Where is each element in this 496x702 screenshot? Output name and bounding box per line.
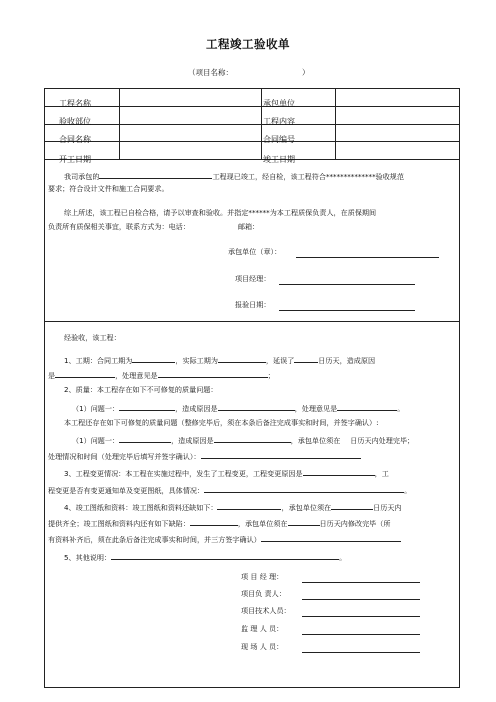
declaration-line-3: 综上所述，该工程已自检合格，请予以审查和验收。并指定******为本工程质保负责人，在质保期间 (64, 208, 377, 217)
info-label-work-content: 工程内容 (263, 117, 295, 126)
sign-site-staff-label: 现 场 人 员： (241, 642, 284, 651)
acceptance-intro: 经验收，该工程： (64, 333, 121, 342)
sign-project-lead-label: 项目负 责人： (241, 589, 286, 598)
sign-tech-staff-line[interactable] (302, 616, 420, 617)
item4-line1: 4、竣工图纸和资料：竣工图纸和资料还缺如下： ，承包单位须在 日历天内 (64, 503, 402, 512)
project-manager-label: 项目经理： (235, 274, 271, 283)
project-name-line (188, 67, 310, 78)
declaration-line-2: 要求；符合设计文件和施工合同要求。 (48, 184, 169, 193)
contractor-seal-label: 承包单位（章）： (228, 247, 282, 256)
info-label-start-date: 开工日期 (59, 155, 91, 164)
sign-site-staff-line[interactable] (302, 652, 420, 653)
item2-handling-line: 处理情况和时间（处理完毕后填写并签字确认）： (48, 450, 361, 462)
item2-fixable-note: 本工程还存在如下可修复的质量问题（整修完毕后，须在本条后备注完成事实和时间，并签字确认）: (64, 418, 379, 427)
item2-problem1-line: （1）问题一： ，造成原因是 ，处理意见是 。 (72, 404, 405, 413)
project-name-close: ） (302, 68, 310, 77)
declaration-line-4: 负责所有质保相关事宜，联系方式为：电话： 邮箱： (48, 222, 260, 231)
project-name-label: （项目名称： (188, 68, 233, 77)
item2-problem2-line: （1）问题一： ，造成原因是 ，承包单位须在 日历天内处理完毕； (72, 436, 415, 445)
info-label-contractor: 承包单位 (263, 99, 295, 108)
report-date-line[interactable] (279, 310, 415, 311)
acceptance-form-table (44, 88, 460, 688)
contractor-seal-line[interactable] (296, 257, 439, 258)
item3-line2: 程变更是否有变更通知单及变更图纸，具体情况： 。 (48, 486, 412, 495)
item3-line1: 3、工程变更情况：本工程在实施过程中，发生了工程变更，工程变更原因是 ，工 (64, 469, 389, 478)
project-manager-line[interactable] (279, 284, 415, 285)
item4-line3: 有资料补齐后，须在此条后备注完成事实和时间，并三方签字确认） (48, 533, 401, 545)
item5-line: 5、其他说明： 。 (64, 553, 347, 562)
declaration-line-1: 我司承包的 工程现已竣工，经自检，该工程符合**************验收规范 (64, 172, 404, 181)
item4-line2: 提供齐全；竣工图纸和资料内还有如下缺陷： ，承包单位须在 日历天内修改完毕（所 (48, 519, 391, 528)
info-label-project-name: 工程名称 (59, 99, 91, 108)
sign-project-manager-label: 项 目 经 理： (241, 572, 284, 581)
info-label-completion-date: 竣工日期 (263, 155, 295, 164)
item1-line1: 1、工期：合同工期为 ，实际工期为 ，延误了 日历天，造成原因 (64, 356, 376, 365)
sign-project-manager-line[interactable] (302, 582, 420, 583)
form-title: 工程竣工验收单 (206, 37, 290, 51)
info-label-contract-number: 合同编号 (263, 135, 295, 144)
sign-supervisor-line[interactable] (302, 634, 420, 635)
info-label-contract-name: 合同名称 (59, 135, 91, 144)
item2-title: 2、质量：本工程存在如下不可修复的质量问题： (64, 385, 218, 394)
info-label-acceptance-part: 验收部位 (59, 117, 91, 126)
sign-project-lead-line[interactable] (302, 599, 420, 600)
item1-line2: 是 ，处理意见是 ； (48, 371, 275, 380)
sign-tech-staff-label: 项目技术人员： (241, 606, 291, 615)
sign-supervisor-label: 监 理 人 员： (241, 624, 284, 633)
report-date-label: 报验日期： (235, 300, 271, 309)
